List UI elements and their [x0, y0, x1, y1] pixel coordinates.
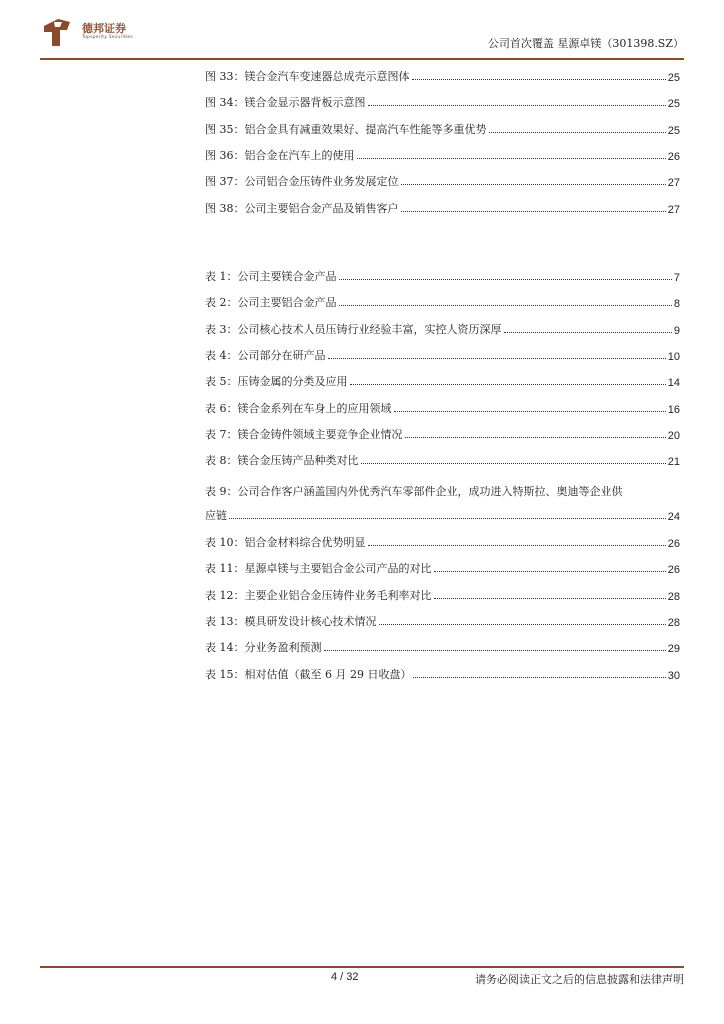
toc-entry-page: 27 — [667, 177, 680, 189]
leader-dots — [368, 105, 666, 106]
toc-entry[interactable] — [205, 585, 680, 603]
toc-entry[interactable] — [205, 198, 680, 216]
toc-entry[interactable] — [205, 558, 680, 576]
toc-entry-label: 表 12：主要企业铝合金压铸件业务毛利率对比 — [205, 589, 432, 602]
toc-entry-page: 26 — [667, 151, 680, 163]
toc-entry[interactable] — [205, 424, 680, 442]
toc-entry-label: 表 13：模具研发设计核心技术情况 — [205, 615, 377, 628]
leader-dots — [401, 184, 666, 185]
company-logo-icon — [40, 16, 74, 50]
toc-entry[interactable] — [205, 505, 680, 523]
leader-dots — [361, 463, 666, 464]
toc-entry[interactable] — [205, 292, 680, 310]
toc-entry-page: 21 — [667, 456, 680, 468]
toc-entry-page: 10 — [667, 351, 680, 363]
leader-dots — [504, 332, 672, 333]
leader-dots — [379, 624, 666, 625]
toc-entry[interactable] — [205, 371, 680, 389]
leader-dots — [324, 650, 666, 651]
toc-entry[interactable] — [205, 92, 680, 110]
toc-entry-label: 图 35：铝合金具有减重效果好、提高汽车性能等多重优势 — [205, 123, 487, 136]
leader-dots — [339, 305, 672, 306]
header-divider — [40, 58, 684, 60]
leader-dots — [339, 279, 672, 280]
toc-entry[interactable] — [205, 66, 680, 84]
leader-dots — [413, 677, 665, 678]
toc-entry[interactable] — [205, 398, 680, 416]
toc-entry-label: 表 1：公司主要镁合金产品 — [205, 270, 337, 283]
toc-entry-page: 25 — [667, 98, 680, 110]
leader-dots — [434, 571, 666, 572]
report-title: 公司首次覆盖 星源卓镁（301398.SZ） — [487, 37, 684, 50]
toc-entry-page: 28 — [667, 591, 680, 603]
toc-entry-page: 8 — [673, 298, 680, 310]
leader-dots — [405, 437, 666, 438]
toc-entry-label: 图 38：公司主要铝合金产品及销售客户 — [205, 202, 399, 215]
toc-entry-page: 29 — [667, 643, 680, 655]
toc-entry-label: 表 10：铝合金材料综合优势明显 — [205, 536, 366, 549]
leader-dots — [357, 158, 666, 159]
toc-entry-label: 表 6：镁合金系列在车身上的应用领域 — [205, 402, 392, 415]
toc-entry-label: 表 5：压铸金属的分类及应用 — [205, 375, 348, 388]
toc-entry[interactable] — [205, 450, 680, 468]
toc-entry-page: 7 — [673, 272, 680, 284]
leader-dots — [328, 358, 666, 359]
toc-entry[interactable] — [205, 664, 680, 682]
toc-entry-label: 图 36：铝合金在汽车上的使用 — [205, 149, 355, 162]
toc-entry-page: 14 — [667, 377, 680, 389]
toc-entry-page: 26 — [667, 564, 680, 576]
toc-entry[interactable] — [205, 145, 680, 163]
leader-dots — [394, 411, 666, 412]
toc-entry-label: 图 34：镁合金显示器背板示意图 — [205, 96, 366, 109]
toc-entry-page: 25 — [667, 125, 680, 137]
toc-entry-page: 9 — [673, 325, 680, 337]
leader-dots — [489, 132, 666, 133]
page-number: 4 / 32 — [331, 971, 359, 983]
toc-entry-page: 30 — [667, 670, 680, 682]
toc-entry-label: 表 3：公司核心技术人员压铸行业经验丰富，实控人资历深厚 — [205, 323, 502, 336]
toc-entry-label: 表 11：星源卓镁与主要铝合金公司产品的对比 — [205, 562, 432, 575]
toc-entry-label-line1[interactable]: 表 9：公司合作客户涵盖国内外优秀汽车零部件企业，成功进入特斯拉、奥迪等企业供 — [205, 485, 623, 498]
leader-dots — [401, 211, 666, 212]
toc-entry-page: 16 — [667, 404, 680, 416]
page-header — [40, 12, 684, 58]
toc-entry-page: 20 — [667, 430, 680, 442]
leader-dots — [229, 518, 666, 519]
toc-entry-label: 图 33：镁合金汽车变速器总成壳示意图体 — [205, 70, 410, 83]
leader-dots — [350, 384, 666, 385]
toc-entry-page: 25 — [667, 72, 680, 84]
toc-entry[interactable] — [205, 171, 680, 189]
toc-entry-page: 24 — [667, 511, 680, 523]
toc-entry-label: 表 2：公司主要铝合金产品 — [205, 296, 337, 309]
toc-entry[interactable] — [205, 119, 680, 137]
toc-entry-label: 表 14：分业务盈利预测 — [205, 641, 322, 654]
toc-entry-label: 表 7：镁合金铸件领域主要竞争企业情况 — [205, 428, 403, 441]
toc-entry-label: 表 8：镁合金压铸产品种类对比 — [205, 454, 359, 467]
toc-entry[interactable] — [205, 266, 680, 284]
leader-dots — [434, 598, 666, 599]
toc-entry-label: 表 15：相对估值（截至 6 月 29 日收盘） — [205, 668, 412, 681]
leader-dots — [368, 545, 666, 546]
logo-text: 德邦证券 — [82, 22, 126, 35]
footer-divider — [40, 966, 684, 968]
toc-entry-label: 应链 — [205, 509, 227, 522]
toc-entry[interactable] — [205, 611, 680, 629]
toc-entry-page: 28 — [667, 617, 680, 629]
toc-entry[interactable] — [205, 637, 680, 655]
leader-dots — [412, 79, 666, 80]
toc-entry[interactable] — [205, 532, 680, 550]
toc-entry-label: 图 37：公司铝合金压铸件业务发展定位 — [205, 175, 399, 188]
toc-entry-page: 26 — [667, 538, 680, 550]
footer-disclaimer: 请务必阅读正文之后的信息披露和法律声明 — [475, 973, 684, 986]
toc-entry-label: 表 4：公司部分在研产品 — [205, 349, 326, 362]
toc-entry[interactable] — [205, 345, 680, 363]
logo-subtext: Topsperity Securities — [82, 35, 133, 40]
toc-entry[interactable] — [205, 319, 680, 337]
toc-entry-page: 27 — [667, 204, 680, 216]
